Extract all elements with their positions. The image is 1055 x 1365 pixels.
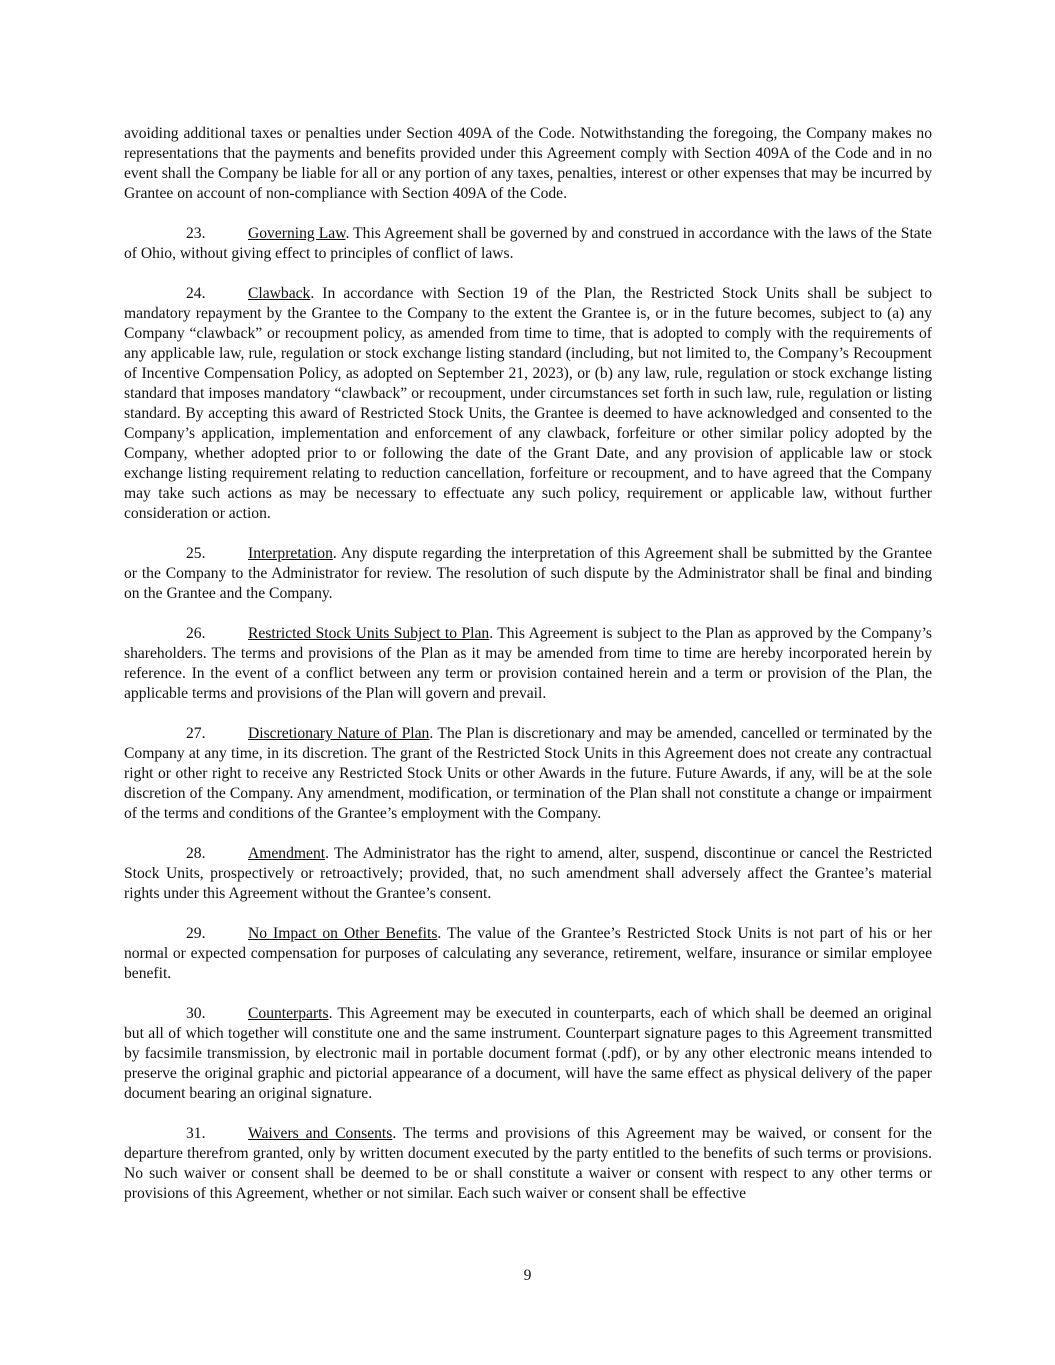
section-text: . This Agreement shall be governed by and construed in accordance with the laws of the State of Ohio, without giving effect to principles of conflict of laws. — [124, 225, 932, 262]
section-26 — [124, 624, 932, 704]
section-30 — [124, 1004, 932, 1104]
section-text: . In accordance with Section 19 of the Plan, the Restricted Stock Units shall be subject to mandatory repayment by the Grantee to the Company to the extent the Grantee is, or in the future becomes, subject to (a) any Company “clawback” or recoupment policy, as amended from time to time, that is adopted to comply with the requirements of any applicable law, rule, regulation or stock exchange listing standard (including, but not limited to, the Company’s Recoupment of Incentive Compensation Policy, as adopted on September 21, 2023), or (b) any law, rule, regulation or stock exchange listing standard that imposes mandatory “clawback” or recoupment, under circumstances set forth in such law, rule, regulation or listing standard. By accepting this award of Restricted Stock Units, the Grantee is deemed to have acknowledged and consented to the Company’s application, implementation and enforcement of any clawback, forfeiture or other similar policy adopted by the Company, whether adopted prior to or following the date of the Grant Date, and any provision of applicable law or stock exchange listing requirement relating to reduction cancellation, forfeiture or recoupment, and to have agreed that the Company may take such actions as may be necessary to effectuate any such policy, requirement or applicable law, without further consideration or action. — [124, 285, 932, 522]
section-31 — [124, 1124, 932, 1204]
section-number: 27. — [186, 725, 206, 742]
section-number: 31. — [186, 1125, 206, 1142]
section-text: . The terms and provisions of this Agreement may be waived, or consent for the departure therefrom granted, only by written document executed by the party entitled to the benefits of such terms or provisions. No such waiver or consent shall be deemed to be or shall constitute a waiver or consent with respect to any other terms or provisions of this Agreement, whether or not similar. Each such waiver or consent shall be effective — [124, 1125, 932, 1202]
section-number: 26. — [186, 625, 206, 642]
section-text: . The value of the Grantee’s Restricted Stock Units is not part of his or her normal or expected compensation for purposes of calculating any severance, retirement, welfare, insurance or similar employee benefit. — [124, 925, 932, 982]
section-heading: Counterparts — [248, 1005, 329, 1022]
document-body — [124, 124, 932, 1224]
section-heading: Interpretation — [248, 545, 333, 562]
section-29 — [124, 924, 932, 984]
section-27 — [124, 724, 932, 824]
section-heading: Restricted Stock Units Subject to Plan — [248, 625, 490, 642]
section-number: 23. — [186, 225, 206, 242]
section-number: 24. — [186, 285, 206, 302]
section-text: . The Plan is discretionary and may be amended, cancelled or terminated by the Company at any time, in its discretion. The grant of the Restricted Stock Units in this Agreement does not create any contractual right or other right to receive any Restricted Stock Units or other Awards in the future. Future Awards, if any, will be at the sole discretion of the Company. Any amendment, modification, or termination of the Plan shall not constitute a change or impairment of the terms and conditions of the Grantee’s employment with the Company. — [124, 725, 932, 822]
section-heading: Amendment — [248, 845, 326, 862]
section-number: 25. — [186, 545, 206, 562]
section-number: 28. — [186, 845, 206, 862]
section-24 — [124, 284, 932, 524]
section-25 — [124, 544, 932, 604]
section-heading: Clawback — [248, 285, 311, 302]
section-23 — [124, 224, 932, 264]
section-28 — [124, 844, 932, 904]
page-number: 9 — [523, 1267, 532, 1284]
section-number: 30. — [186, 1005, 206, 1022]
section-heading: Governing Law — [248, 225, 346, 242]
section-text: . Any dispute regarding the interpretation of this Agreement shall be submitted by the Grantee or the Company to the Administrator for review. The resolution of such dispute by the Administrator shall be final and binding on the Grantee and the Company. — [124, 545, 932, 602]
intro-paragraph: avoiding additional taxes or penalties under Section 409A of the Code. Notwithstanding the foregoing, the Company makes no representations that the payments and benefits provided under this Agreement comply with Section 409A of the Code and in no event shall the Company be liable for all or any portion of any taxes, penalties, interest or other expenses that may be incurred by Grantee on account of non-compliance with Section 409A of the Code. — [124, 125, 932, 202]
section-text: . This Agreement is subject to the Plan as approved by the Company’s shareholders. The terms and provisions of the Plan as it may be amended from time to time are hereby incorporated herein by reference. In the event of a conflict between any term or provision contained herein and a term or provision of the Plan, the applicable terms and provisions of the Plan will govern and prevail. — [124, 625, 933, 702]
section-text: . The Administrator has the right to amend, alter, suspend, discontinue or cancel the Restricted Stock Units, prospectively or retroactively; provided, that, no such amendment shall adversely affect the Grantee’s material rights under this Agreement without the Grantee’s consent. — [124, 845, 932, 902]
section-text: . This Agreement may be executed in counterparts, each of which shall be deemed an original but all of which together will constitute one and the same instrument. Counterpart signature pages to this Agreement transmitted by facsimile transmission, by electronic mail in portable document format (.pdf), or by any other electronic means intended to preserve the original graphic and pictorial appearance of a document, will have the same effect as physical delivery of the paper document bearing an original signature. — [124, 1005, 932, 1102]
section-heading: No Impact on Other Benefits — [248, 925, 438, 942]
section-heading: Discretionary Nature of Plan — [248, 725, 430, 742]
section-heading: Waivers and Consents — [248, 1125, 393, 1142]
section-number: 29. — [186, 925, 206, 942]
